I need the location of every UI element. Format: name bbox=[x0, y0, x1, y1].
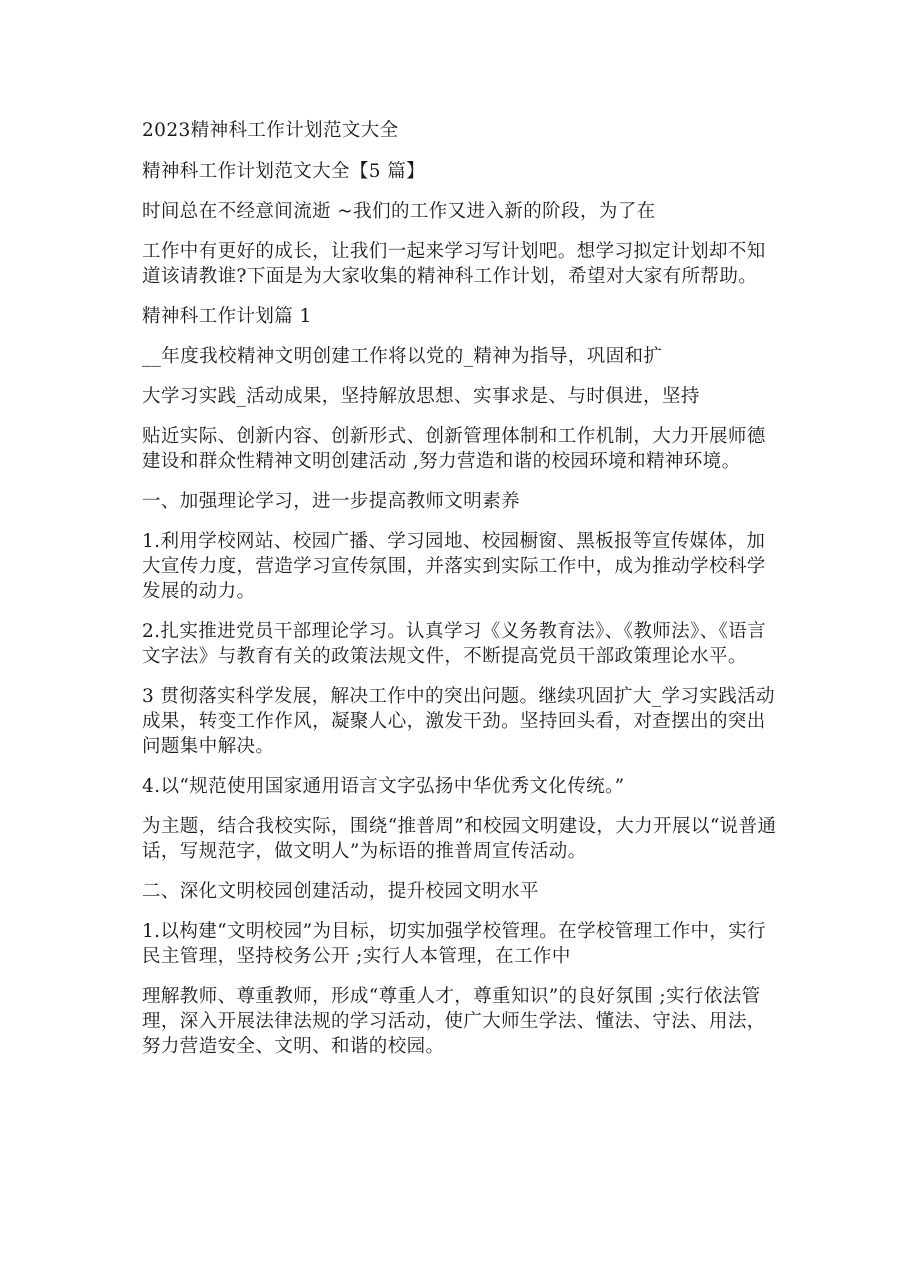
section-heading: 二、深化文明校园创建活动，提升校园文明水平 bbox=[142, 881, 539, 902]
section-heading: 精神科工作计划篇 1 bbox=[142, 306, 312, 327]
paragraph: 工作中有更好的成长，让我们一起来学习写计划吧。想学习拟定计划却不知道该请教谁?下面是为大家收集的精神科工作计划，希望对大家有所帮助。 bbox=[142, 241, 766, 287]
paragraph: 贴近实际、创新内容、创新形式、创新管理体制和工作机制，大力开展师德建设和群众性精神文明创建活动 ,努力营造和谐的校园环境和精神环境。 bbox=[142, 426, 766, 472]
paragraph: 理解教师、尊重教师，形成“尊重人才，尊重知识”的良好氛围 ;实行依法管理，深入开展法律法规的学习活动，使广大师生学法、懂法、守法、用法，努力营造安全、文明、和谐的校园。 bbox=[142, 986, 766, 1057]
list-item: 4.以“规范使用国家通用语言文字弘扬中华优秀文化传统。” bbox=[142, 776, 625, 797]
paragraph: __年度我校精神文明创建工作将以党的_精神为指导，巩固和扩 bbox=[142, 346, 663, 367]
paragraph: 大学习实践_活动成果，坚持解放思想、实事求是、与时俱进，坚持 bbox=[142, 386, 700, 407]
section-heading: 一、加强理论学习，进一步提高教师文明素养 bbox=[142, 491, 521, 512]
document-title: 2023精神科工作计划范文大全 bbox=[142, 120, 399, 141]
paragraph: 时间总在不经意间流逝 ~我们的工作又进入新的阶段，为了在 bbox=[142, 201, 656, 222]
paragraph: 为主题，结合我校实际，围绕“推普周”和校园文明建设，大力开展以“说普通话，写规范字，做文明人”为标语的推普周宣传活动。 bbox=[142, 816, 777, 862]
list-item: 1.利用学校网站、校园广播、学习园地、校园橱窗、黑板报等宣传媒体，加大宣传力度，营造学习宣传氛围，并落实到实际工作中，成为推动学校科学发展的动力。 bbox=[142, 531, 766, 602]
list-item: 2.扎实推进党员干部理论学习。认真学习《义务教育法》、《教师法》、《语言文字法》与教育有关的政策法规文件，不断提高党员干部政策理论水平。 bbox=[142, 621, 767, 667]
list-item: 3 贯彻落实科学发展，解决工作中的突出问题。继续巩固扩大_学习实践活动成果，转变工作作风，凝聚人心，激发干劲。坚持回头看，对查摆出的突出问题集中解决。 bbox=[142, 686, 775, 757]
document-subtitle: 精神科工作计划范文大全【5 篇】 bbox=[142, 161, 426, 182]
document-body bbox=[142, 118, 782, 1074]
list-item: 1.以构建“文明校园”为目标，切实加强学校管理。在学校管理工作中，实行民主管理，坚持校务公开 ;实行人本管理，在工作中 bbox=[142, 921, 767, 967]
